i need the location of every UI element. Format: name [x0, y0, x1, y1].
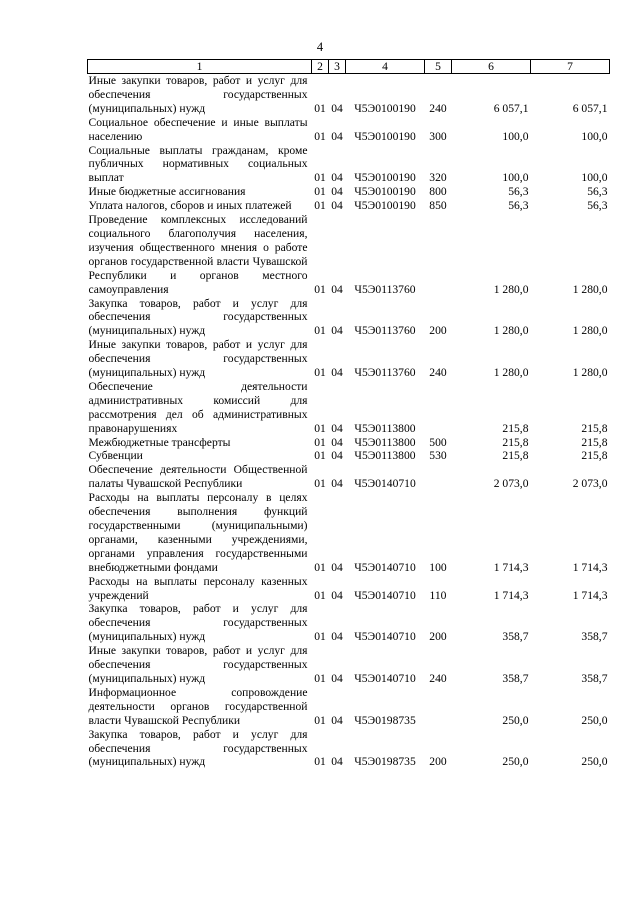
- header-col-3: 3: [329, 60, 346, 74]
- row-name: Информационное сопровождение деятельности органов государственной власти Чувашской Республики: [88, 685, 308, 727]
- row-value-col7: 215,8: [581, 449, 608, 463]
- row-expense-type: 110: [429, 588, 447, 602]
- header-row: [88, 60, 610, 74]
- row-target-article: Ч5Э0140710: [354, 671, 416, 685]
- row-value-col6: 215,8: [502, 435, 529, 449]
- row-name: Субвенции: [88, 449, 143, 463]
- row-value-col7: 358,7: [581, 630, 608, 644]
- table-header: [88, 60, 610, 74]
- row-target-article: Ч5Э0140710: [354, 630, 416, 644]
- table-row: [88, 199, 610, 213]
- row-name: Закупка товаров, работ и услуг для обеспечения государственных (муниципальных) нужд: [88, 296, 308, 338]
- row-value-col6: 56,3: [508, 185, 529, 199]
- table-row: [88, 728, 610, 770]
- row-value-col6: 1 714,3: [493, 588, 529, 602]
- row-target-article: Ч5Э0113760: [354, 324, 416, 338]
- row-value-col7: 100,0: [581, 171, 608, 185]
- header-col-1: 1: [88, 60, 312, 74]
- row-target-article: Ч5Э0140710: [354, 477, 416, 491]
- row-target-article: Ч5Э0113800: [354, 449, 416, 463]
- row-name: Расходы на выплаты персоналу в целях обеспечения выполнения функций государственными (муниципальными) органами, казенными учреждениями, органами управления государственными внебюджетными фондами: [88, 491, 308, 574]
- row-name: Иные закупки товаров, работ и услуг для обеспечения государственных (муниципальных) нужд: [88, 644, 308, 685]
- table-row: [88, 116, 610, 144]
- row-value-col6: 358,7: [502, 630, 529, 644]
- header-col-2: 2: [312, 60, 329, 74]
- row-expense-type: [425, 463, 452, 491]
- row-name: Обеспечение деятельности Общественной палаты Чувашской Республики: [88, 463, 308, 491]
- row-subsection: 04: [331, 560, 343, 574]
- row-subsection: 04: [331, 755, 343, 769]
- row-subsection: 04: [331, 588, 343, 602]
- row-subsection: 04: [331, 435, 343, 449]
- row-value-col7: 1 280,0: [572, 324, 608, 338]
- row-name: Иные закупки товаров, работ и услуг для обеспечения государственных (муниципальных) нужд: [88, 74, 308, 115]
- table-row: [88, 213, 610, 296]
- row-target-article: Ч5Э0198735: [354, 713, 416, 727]
- row-expense-type: 240: [429, 366, 447, 380]
- row-value-col7: 250,0: [581, 713, 608, 727]
- row-subsection: 04: [331, 713, 343, 727]
- row-value-col6: 2 073,0: [493, 477, 529, 491]
- row-name: Социальное обеспечение и иные выплаты населению: [88, 115, 308, 143]
- row-expense-type: 500: [429, 435, 447, 449]
- row-target-article: Ч5Э0113760: [354, 366, 416, 380]
- table-row: [88, 144, 610, 186]
- row-subsection: 04: [331, 671, 343, 685]
- row-target-article: Ч5Э0140710: [354, 588, 416, 602]
- row-subsection: 04: [331, 171, 343, 185]
- row-target-article: Ч5Э0198735: [354, 755, 416, 769]
- row-name: Социальные выплаты гражданам, кроме публичных нормативных социальных выплат: [88, 143, 308, 185]
- row-subsection: 04: [331, 366, 343, 380]
- row-target-article: Ч5Э0100190: [354, 199, 416, 213]
- table-row: [88, 463, 610, 491]
- row-target-article: Ч5Э0113760: [354, 282, 416, 296]
- row-section: 01: [314, 366, 326, 380]
- row-name: Закупка товаров, работ и услуг для обеспечения государственных (муниципальных) нужд: [88, 602, 308, 644]
- row-expense-type: 200: [429, 630, 447, 644]
- row-section: 01: [314, 282, 326, 296]
- row-subsection: 04: [331, 630, 343, 644]
- row-section: 01: [314, 477, 326, 491]
- row-value-col6: 215,8: [502, 449, 529, 463]
- table-row: [88, 185, 610, 199]
- row-section: 01: [314, 101, 326, 115]
- row-expense-type: 300: [429, 129, 447, 143]
- row-section: 01: [314, 755, 326, 769]
- page-number: 4: [316, 40, 324, 54]
- row-section: 01: [314, 185, 326, 199]
- row-subsection: 04: [331, 421, 343, 435]
- row-expense-type: [425, 213, 452, 296]
- row-expense-type: [425, 686, 452, 728]
- row-target-article: Ч5Э0100190: [354, 185, 416, 199]
- row-value-col6: 1 280,0: [493, 282, 529, 296]
- row-name: Закупка товаров, работ и услуг для обеспечения государственных (муниципальных) нужд: [88, 727, 308, 769]
- row-expense-type: [425, 380, 452, 436]
- row-expense-type: 320: [429, 171, 447, 185]
- row-subsection: 04: [331, 129, 343, 143]
- row-subsection: 04: [331, 101, 343, 115]
- row-section: 01: [314, 171, 326, 185]
- table-row: [88, 449, 610, 463]
- row-value-col7: 2 073,0: [572, 477, 608, 491]
- row-name: Межбюджетные трансферты: [88, 435, 231, 449]
- row-value-col6: 1 280,0: [493, 366, 529, 380]
- row-expense-type: 530: [429, 449, 447, 463]
- row-value-col7: 1 714,3: [572, 560, 608, 574]
- row-value-col7: 1 280,0: [572, 282, 608, 296]
- row-value-col7: 56,3: [587, 199, 608, 213]
- row-section: 01: [314, 421, 326, 435]
- row-expense-type: 200: [429, 755, 447, 769]
- row-subsection: 04: [331, 185, 343, 199]
- row-target-article: Ч5Э0100190: [354, 101, 416, 115]
- row-target-article: Ч5Э0140710: [354, 560, 416, 574]
- row-name: Иные бюджетные ассигнования: [88, 185, 246, 199]
- row-name: Проведение комплексных исследований социального благополучия населения, изучения общественного мнения о работе органов государственной власти Чувашской Республики и органов местного самоуправления: [88, 213, 308, 296]
- row-value-col7: 1 714,3: [572, 588, 608, 602]
- row-value-col6: 56,3: [508, 199, 529, 213]
- row-target-article: Ч5Э0113800: [354, 421, 416, 435]
- row-subsection: 04: [331, 199, 343, 213]
- table-row: [88, 491, 610, 574]
- row-expense-type: 850: [429, 199, 447, 213]
- row-target-article: Ч5Э0100190: [354, 129, 416, 143]
- row-section: 01: [314, 435, 326, 449]
- row-name: Уплата налогов, сборов и иных платежей: [88, 199, 292, 213]
- row-value-col7: 215,8: [581, 435, 608, 449]
- row-expense-type: 200: [429, 324, 447, 338]
- table-row: [88, 380, 610, 436]
- row-subsection: 04: [331, 282, 343, 296]
- row-value-col7: 250,0: [581, 755, 608, 769]
- row-value-col7: 56,3: [587, 185, 608, 199]
- table-row: [88, 602, 610, 644]
- row-value-col7: 215,8: [581, 421, 608, 435]
- row-value-col6: 358,7: [502, 671, 529, 685]
- row-expense-type: 100: [429, 560, 447, 574]
- row-value-col6: 215,8: [502, 421, 529, 435]
- row-expense-type: 800: [429, 185, 447, 199]
- row-section: 01: [314, 560, 326, 574]
- row-value-col7: 1 280,0: [572, 366, 608, 380]
- row-section: 01: [314, 713, 326, 727]
- row-subsection: 04: [331, 324, 343, 338]
- table-row: [88, 338, 610, 380]
- row-value-col6: 6 057,1: [493, 101, 529, 115]
- row-value-col6: 100,0: [502, 171, 529, 185]
- row-expense-type: 240: [429, 101, 447, 115]
- row-value-col7: 6 057,1: [572, 101, 608, 115]
- table-body: [88, 74, 610, 770]
- row-value-col6: 250,0: [502, 713, 529, 727]
- table-row: [88, 644, 610, 686]
- table-row: [88, 436, 610, 450]
- table-row: [88, 575, 610, 603]
- row-value-col6: 1 714,3: [493, 560, 529, 574]
- row-target-article: Ч5Э0100190: [354, 171, 416, 185]
- header-col-4: 4: [346, 60, 425, 74]
- header-col-7: 7: [531, 60, 610, 74]
- table-row: [88, 74, 610, 116]
- budget-table: [87, 59, 610, 769]
- row-section: 01: [314, 129, 326, 143]
- row-name: Иные закупки товаров, работ и услуг для обеспечения государственных (муниципальных) нужд: [88, 338, 308, 380]
- row-subsection: 04: [331, 477, 343, 491]
- row-value-col6: 250,0: [502, 755, 529, 769]
- row-value-col7: 100,0: [581, 129, 608, 143]
- header-col-5: 5: [425, 60, 452, 74]
- row-section: 01: [314, 630, 326, 644]
- table-row: [88, 686, 610, 728]
- row-section: 01: [314, 449, 326, 463]
- row-value-col7: 358,7: [581, 671, 608, 685]
- row-subsection: 04: [331, 449, 343, 463]
- header-col-6: 6: [452, 60, 531, 74]
- row-value-col6: 100,0: [502, 129, 529, 143]
- row-target-article: Ч5Э0113800: [354, 435, 416, 449]
- table-row: [88, 297, 610, 339]
- row-value-col6: 1 280,0: [493, 324, 529, 338]
- row-section: 01: [314, 588, 326, 602]
- row-section: 01: [314, 199, 326, 213]
- row-section: 01: [314, 671, 326, 685]
- row-name: Расходы на выплаты персоналу казенных учреждений: [88, 574, 308, 602]
- row-section: 01: [314, 324, 326, 338]
- row-name: Обеспечение деятельности административных комиссий для рассмотрения дел об административных правонарушениях: [88, 379, 308, 435]
- row-expense-type: 240: [429, 671, 447, 685]
